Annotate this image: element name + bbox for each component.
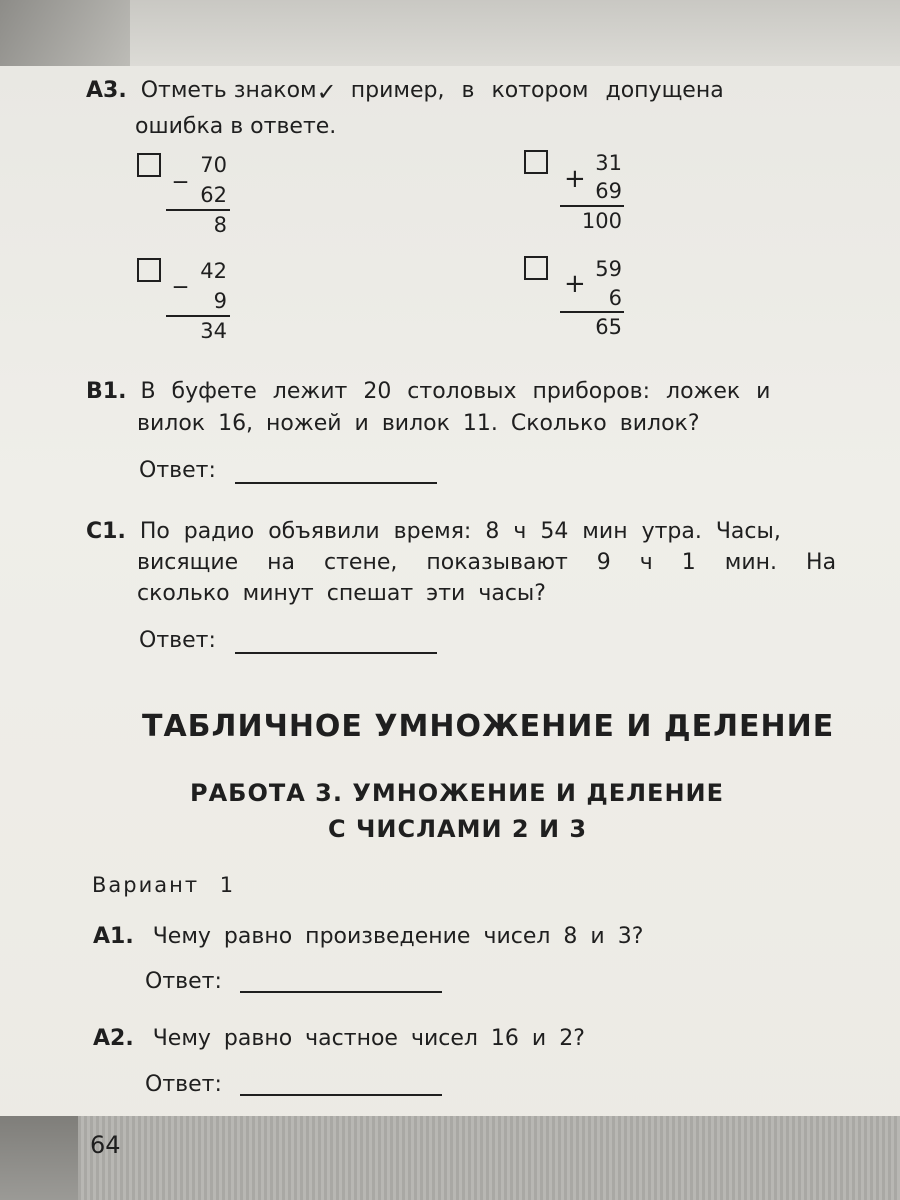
a3-ex2-addend-b: 69: [595, 179, 622, 203]
minus-sign: _: [174, 154, 187, 184]
a1-question: [93, 926, 643, 948]
a3-line1-after: пример, в котором допущена: [350, 78, 724, 103]
b1-question-line2: вилок 16, ножей и вилок 11. Сколько вилок?: [137, 411, 700, 436]
a2-text: Чему равно частное чисел 16 и 2?: [152, 1026, 585, 1051]
a3-ex2-rule: [560, 205, 624, 207]
a2-question: [93, 1028, 585, 1050]
check-mark-icon: ✓: [316, 78, 337, 106]
a3-ex2-addend-a: 31: [595, 151, 622, 175]
a3-ex3-rule: [166, 315, 230, 317]
plus-sign: +: [564, 269, 586, 299]
bottom-scan-band: [0, 1116, 900, 1200]
a3-question-line1: [86, 80, 841, 104]
a3-ex1-result: 8: [213, 213, 227, 237]
b1-label: В1.: [86, 379, 127, 404]
variant-label: Вариант 1: [92, 873, 236, 897]
a1-answer-label: Ответ:: [145, 969, 222, 994]
bottom-scan-shadow: [0, 1116, 78, 1200]
b1-answer-line[interactable]: [235, 482, 437, 484]
a3-ex1-minuend: 70: [200, 153, 227, 177]
top-scan-shadow: [0, 0, 130, 66]
a3-checkbox-2[interactable]: [524, 150, 548, 174]
a3-ex3-minuend: 42: [200, 259, 227, 283]
a1-text: Чему равно произведение чисел 8 и 3?: [152, 924, 644, 949]
a1-answer-line[interactable]: [240, 991, 442, 993]
a3-question-line2: ошибка в ответе.: [135, 114, 337, 139]
c1-question-line3: сколько минут спешат эти часы?: [137, 581, 546, 606]
a3-ex4-rule: [560, 311, 624, 313]
a3-ex3-subtrahend: 9: [213, 289, 227, 313]
a2-answer-label: Ответ:: [145, 1072, 222, 1097]
a3-line1-before: Отметь знаком: [140, 78, 317, 103]
a3-label: А3.: [86, 78, 127, 103]
a3-ex3-result: 34: [200, 319, 227, 343]
a3-checkbox-3[interactable]: [137, 258, 161, 282]
work-title-line2: С ЧИСЛАМИ 2 И 3: [328, 815, 588, 843]
c1-question-line1: [86, 521, 841, 543]
a3-ex4-addend-b: 6: [608, 286, 622, 310]
plus-sign: +: [564, 164, 586, 194]
c1-answer-line[interactable]: [235, 652, 437, 654]
minus-sign: _: [174, 259, 187, 289]
c1-answer-label: Ответ:: [139, 628, 216, 653]
work-title-line1: РАБОТА 3. УМНОЖЕНИЕ И ДЕЛЕНИЕ: [190, 779, 725, 807]
c1-label: С1.: [86, 519, 126, 544]
top-scan-band: [0, 0, 900, 66]
b1-answer-label: Ответ:: [139, 458, 216, 483]
a3-ex4-addend-a: 59: [595, 257, 622, 281]
section-title: ТАБЛИЧНОЕ УМНОЖЕНИЕ И ДЕЛЕНИЕ: [142, 709, 835, 744]
a3-checkbox-4[interactable]: [524, 256, 548, 280]
page-number: 64: [90, 1131, 121, 1159]
a3-ex4-result: 65: [595, 315, 622, 339]
b1-line1-text: В буфете лежит 20 столовых приборов: ложек и: [140, 379, 771, 404]
a3-ex1-subtrahend: 62: [200, 183, 227, 207]
c1-line1-text: По радио объявили время: 8 ч 54 мин утра. Часы,: [139, 519, 781, 544]
a3-ex1-rule: [166, 209, 230, 211]
a3-checkbox-1[interactable]: [137, 153, 161, 177]
a2-label: А2.: [93, 1026, 134, 1051]
a2-answer-line[interactable]: [240, 1094, 442, 1096]
a1-label: А1.: [93, 924, 134, 949]
c1-question-line2: висящие на стене, показывают 9 ч 1 мин. На: [137, 550, 837, 575]
b1-question-line1: [86, 381, 841, 403]
a3-ex2-result: 100: [581, 209, 622, 233]
